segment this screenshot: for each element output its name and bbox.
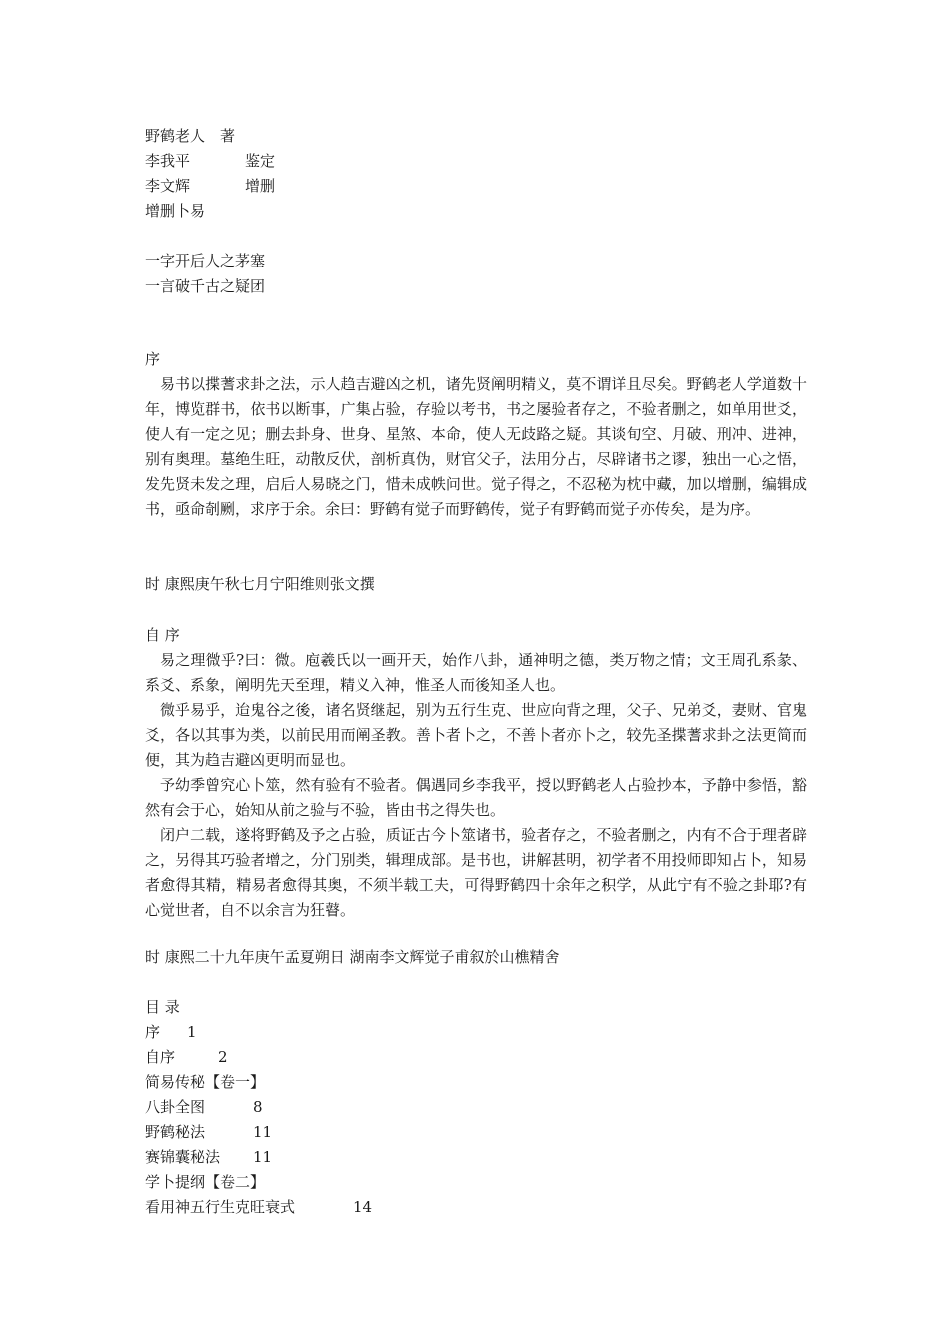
motto-block: [145, 249, 265, 299]
book-title: 增删卜易: [145, 202, 206, 220]
self-preface-paragraph: 予幼季曾究心卜筮，然有验有不验者。偶遇同乡李我平，授以野鹤老人占验抄本，予静中参悟，豁然有会于心，始知从前之验与不验，皆由书之得失也。: [145, 776, 807, 819]
self-preface-paragraph: 闭户二载，遂将野鹤及予之占验，质证古今卜筮诸书，验者存之，不验者删之，内有不合于理者辟之，另得其巧验者增之，分门别类，辑理成部。是书也，讲解甚明，初学者不用投师即知占卜，知易者愈得其精，精易者愈得其奥，不须半载工夫，可得野鹤四十余年之积学，从此宁有不验之卦耶?有心觉世者，自不以余言为狂瞽。: [145, 826, 807, 919]
toc-item[interactable]: [145, 1120, 372, 1145]
preface-signature: 时 康熙庚午秋七月宁阳维则张文撰: [145, 575, 375, 593]
toc-item-label: 自序: [145, 1048, 176, 1066]
toc-item-label: 赛锦囊秘法: [145, 1148, 221, 1166]
toc-item-label: 学卜提纲【卷二】: [145, 1173, 266, 1191]
toc-item-label: 简易传秘【卷一】: [145, 1073, 266, 1091]
editor-name: 李文辉: [145, 177, 191, 195]
toc-item[interactable]: [145, 1195, 372, 1220]
editor-line: [145, 174, 275, 199]
toc-item[interactable]: [145, 1045, 372, 1070]
toc-item[interactable]: [145, 1145, 372, 1170]
self-preface-section: [145, 623, 807, 923]
toc-item-page: 14: [353, 1198, 373, 1216]
toc-title: 目 录: [145, 998, 180, 1016]
motto-line: 一言破千古之疑团: [145, 277, 266, 295]
toc-item[interactable]: [145, 1070, 372, 1095]
author-line: 野鹤老人 著: [145, 127, 236, 145]
toc-item-page: 11: [253, 1148, 273, 1166]
toc-item-label: 八卦全图: [145, 1098, 206, 1116]
toc-item[interactable]: [145, 1095, 372, 1120]
preface-paragraph: 易书以揲蓍求卦之法，示人趋吉避凶之机，诸先贤阐明精义，莫不谓详且尽矣。野鹤老人学道数十年，博览群书，依书以断事，广集占验，存验以考书，书之屡验者存之，不验者删之，如单用世爻，使人有一定之见；删去卦身、世身、星煞、本命，使人无歧路之疑。其谈旬空、月破、刑冲、进神，别有奥理。墓绝生旺，动散反伏，剖析真伪，财官父子，法用分占，尽辟诸书之谬，独出一心之悟，发先贤未发之理，启后人易晓之门，惜未成帙问世。觉子得之，不忍秘为枕中藏，加以增删，编辑成书，亟命剞劂，求序于余。余曰：野鹤有觉子而野鹤传，觉子有野鹤而觉子亦传矣，是为序。: [145, 375, 807, 518]
editor-name: 李我平: [145, 152, 191, 170]
toc-item-page: 11: [253, 1123, 273, 1141]
toc-item-page: 2: [218, 1048, 228, 1066]
self-preface-title: 自 序: [145, 626, 180, 644]
toc-item-label: 野鹤秘法: [145, 1123, 206, 1141]
self-preface-signature: 时 康熙二十九年庚午孟夏朔日 湖南李文辉觉子甫叙於山樵精舍: [145, 948, 560, 966]
self-preface-paragraph: 易之理微乎?曰：微。庖羲氏以一画开天，始作八卦，通神明之德，类万物之情；文王周孔系彖、系爻、系象，阐明先天至理，精义入神，惟圣人而後知圣人也。: [145, 651, 807, 694]
toc-section: [145, 995, 372, 1220]
preface-title: 序: [145, 350, 161, 368]
toc-item-page: 1: [187, 1023, 197, 1041]
motto-line: 一字开后人之茅塞: [145, 252, 266, 270]
toc-item-label: 序: [145, 1023, 161, 1041]
toc-item[interactable]: [145, 1170, 372, 1195]
editor-role: 增删: [245, 177, 276, 195]
preface-section: [145, 347, 807, 522]
self-preface-paragraph: 微乎易乎，迨鬼谷之後，诸名贤继起，别为五行生克、世应向背之理，父子、兄弟爻，妻财、官鬼爻，各以其事为类，以前民用而阐圣教。善卜者卜之，不善卜者亦卜之，较先圣揲蓍求卦之法更简而便，其为趋吉避凶更明而显也。: [145, 701, 807, 769]
toc-item-label: 看用神五行生克旺衰式: [145, 1198, 296, 1216]
toc-item[interactable]: [145, 1020, 372, 1045]
title-block: [145, 124, 275, 224]
editor-line: [145, 149, 275, 174]
editor-role: 鉴定: [245, 152, 276, 170]
toc-item-page: 8: [253, 1098, 263, 1116]
